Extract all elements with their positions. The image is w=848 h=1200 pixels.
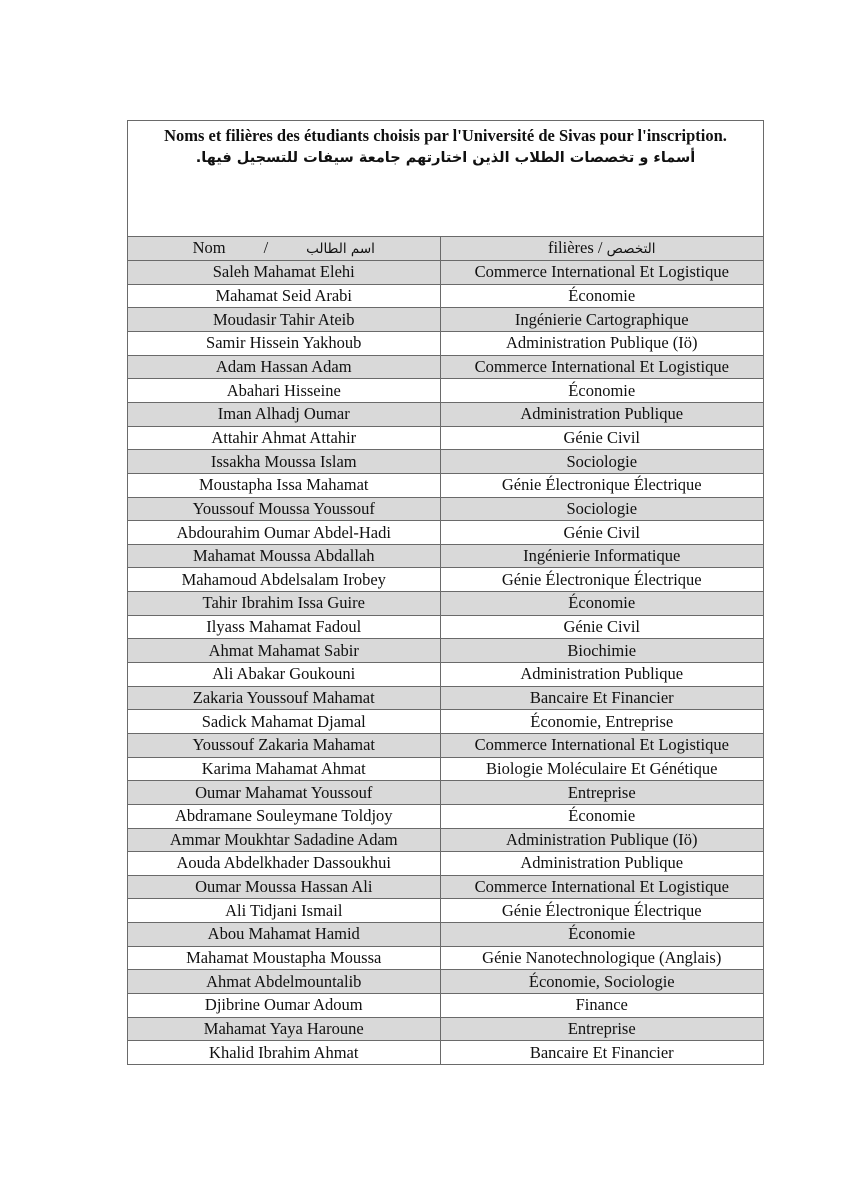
student-name: Karima Mahamat Ahmat bbox=[128, 757, 440, 781]
student-name: Mahamat Yaya Haroune bbox=[128, 1017, 440, 1041]
student-field: Sociologie bbox=[440, 497, 763, 521]
student-name: Iman Alhadj Oumar bbox=[128, 402, 440, 426]
student-name: Abou Mahamat Hamid bbox=[128, 923, 440, 947]
student-field: Administration Publique (Iö) bbox=[440, 332, 763, 356]
student-field: Administration Publique bbox=[440, 852, 763, 876]
table-row bbox=[128, 308, 763, 332]
title-french: Noms et filières des étudiants choisis par l'Université de Sivas pour l'inscription. bbox=[164, 126, 727, 145]
student-name: Oumar Moussa Hassan Ali bbox=[128, 875, 440, 899]
student-field: Économie bbox=[440, 804, 763, 828]
student-name: Oumar Mahamat Youssouf bbox=[128, 781, 440, 805]
table-row bbox=[128, 946, 763, 970]
table-row bbox=[128, 733, 763, 757]
student-name: Djibrine Oumar Adoum bbox=[128, 994, 440, 1018]
student-field: Économie bbox=[440, 592, 763, 616]
student-field: Finance bbox=[440, 994, 763, 1018]
student-field: Génie Civil bbox=[440, 426, 763, 450]
student-name: Moudasir Tahir Ateib bbox=[128, 308, 440, 332]
header-field-cell bbox=[440, 237, 763, 261]
table-row bbox=[128, 284, 763, 308]
student-name: Mahamat Seid Arabi bbox=[128, 284, 440, 308]
header-field-fr: filières / bbox=[547, 238, 603, 258]
student-name: Ilyass Mahamat Fadoul bbox=[128, 615, 440, 639]
table-row bbox=[128, 710, 763, 734]
student-name: Mahamat Moussa Abdallah bbox=[128, 544, 440, 568]
student-field: Bancaire Et Financier bbox=[440, 686, 763, 710]
student-name: Samir Hissein Yakhoub bbox=[128, 332, 440, 356]
header-field-ar: التخصص bbox=[606, 241, 656, 258]
student-field: Biochimie bbox=[440, 639, 763, 663]
table-row bbox=[128, 994, 763, 1018]
student-name: Moustapha Issa Mahamat bbox=[128, 473, 440, 497]
students-list bbox=[128, 237, 763, 1064]
table-row bbox=[128, 615, 763, 639]
header-name-cell bbox=[128, 237, 440, 261]
table-row bbox=[128, 923, 763, 947]
student-name: Ali Tidjani Ismail bbox=[128, 899, 440, 923]
student-field: Économie bbox=[440, 284, 763, 308]
student-field: Sociologie bbox=[440, 450, 763, 474]
student-name: Khalid Ibrahim Ahmat bbox=[128, 1041, 440, 1065]
table-row bbox=[128, 1041, 763, 1065]
student-name: Ahmat Abdelmountalib bbox=[128, 970, 440, 994]
student-name: Aouda Abdelkhader Dassoukhui bbox=[128, 852, 440, 876]
student-field: Bancaire Et Financier bbox=[440, 1041, 763, 1065]
student-field: Commerce International Et Logistique bbox=[440, 261, 763, 285]
student-name: Zakaria Youssouf Mahamat bbox=[128, 686, 440, 710]
student-field: Génie Électronique Électrique bbox=[440, 568, 763, 592]
student-field: Administration Publique (Iö) bbox=[440, 828, 763, 852]
student-name: Tahir Ibrahim Issa Guire bbox=[128, 592, 440, 616]
table-title-cell bbox=[128, 121, 763, 237]
table-row bbox=[128, 781, 763, 805]
student-name: Ammar Moukhtar Sadadine Adam bbox=[128, 828, 440, 852]
student-name: Ali Abakar Goukouni bbox=[128, 663, 440, 687]
header-name-fr: Nom bbox=[192, 238, 226, 258]
table-row bbox=[128, 639, 763, 663]
student-field: Commerce International Et Logistique bbox=[440, 355, 763, 379]
student-field: Génie Électronique Électrique bbox=[440, 899, 763, 923]
table-row bbox=[128, 828, 763, 852]
student-field: Ingénierie Cartographique bbox=[440, 308, 763, 332]
student-field: Administration Publique bbox=[440, 663, 763, 687]
student-field: Ingénierie Informatique bbox=[440, 544, 763, 568]
table-row bbox=[128, 875, 763, 899]
header-row bbox=[128, 237, 763, 261]
student-name: Saleh Mahamat Elehi bbox=[128, 261, 440, 285]
student-name: Mahamoud Abdelsalam Irobey bbox=[128, 568, 440, 592]
student-name: Mahamat Moustapha Moussa bbox=[128, 946, 440, 970]
table-row bbox=[128, 261, 763, 285]
student-field: Commerce International Et Logistique bbox=[440, 875, 763, 899]
table-row bbox=[128, 379, 763, 403]
header-name-separator: / bbox=[263, 238, 269, 258]
table-row bbox=[128, 355, 763, 379]
table-row bbox=[128, 804, 763, 828]
student-field: Génie Nanotechnologique (Anglais) bbox=[440, 946, 763, 970]
table-row bbox=[128, 497, 763, 521]
student-field: Génie Électronique Électrique bbox=[440, 473, 763, 497]
title-arabic: أسماء و تخصصات الطلاب الذين اختارتهم جامعة سيفات للتسجيل فيها. bbox=[195, 150, 696, 166]
student-field: Économie bbox=[440, 379, 763, 403]
student-field: Économie bbox=[440, 923, 763, 947]
table-row bbox=[128, 592, 763, 616]
table-row bbox=[128, 402, 763, 426]
student-name: Ahmat Mahamat Sabir bbox=[128, 639, 440, 663]
student-field: Économie, Entreprise bbox=[440, 710, 763, 734]
student-field: Biologie Moléculaire Et Génétique bbox=[440, 757, 763, 781]
table-row bbox=[128, 521, 763, 545]
student-field: Économie, Sociologie bbox=[440, 970, 763, 994]
table-row bbox=[128, 473, 763, 497]
student-field: Commerce International Et Logistique bbox=[440, 733, 763, 757]
table-row bbox=[128, 852, 763, 876]
table-row bbox=[128, 450, 763, 474]
students-table bbox=[127, 120, 764, 1065]
student-field: Génie Civil bbox=[440, 521, 763, 545]
table-row bbox=[128, 1017, 763, 1041]
student-name: Abdramane Souleymane Toldjoy bbox=[128, 804, 440, 828]
student-name: Youssouf Zakaria Mahamat bbox=[128, 733, 440, 757]
table-row bbox=[128, 544, 763, 568]
student-name: Youssouf Moussa Youssouf bbox=[128, 497, 440, 521]
table-row bbox=[128, 568, 763, 592]
table-row bbox=[128, 757, 763, 781]
student-field: Entreprise bbox=[440, 1017, 763, 1041]
student-name: Attahir Ahmat Attahir bbox=[128, 426, 440, 450]
student-name: Adam Hassan Adam bbox=[128, 355, 440, 379]
student-name: Abahari Hisseine bbox=[128, 379, 440, 403]
table-row bbox=[128, 426, 763, 450]
student-name: Abdourahim Oumar Abdel-Hadi bbox=[128, 521, 440, 545]
table-row bbox=[128, 332, 763, 356]
table-row bbox=[128, 663, 763, 687]
table-row bbox=[128, 686, 763, 710]
table-row bbox=[128, 899, 763, 923]
student-field: Génie Civil bbox=[440, 615, 763, 639]
student-field: Administration Publique bbox=[440, 402, 763, 426]
student-name: Issakha Moussa Islam bbox=[128, 450, 440, 474]
student-field: Entreprise bbox=[440, 781, 763, 805]
header-name-ar: اسم الطالب bbox=[306, 241, 375, 258]
student-name: Sadick Mahamat Djamal bbox=[128, 710, 440, 734]
table-row bbox=[128, 970, 763, 994]
